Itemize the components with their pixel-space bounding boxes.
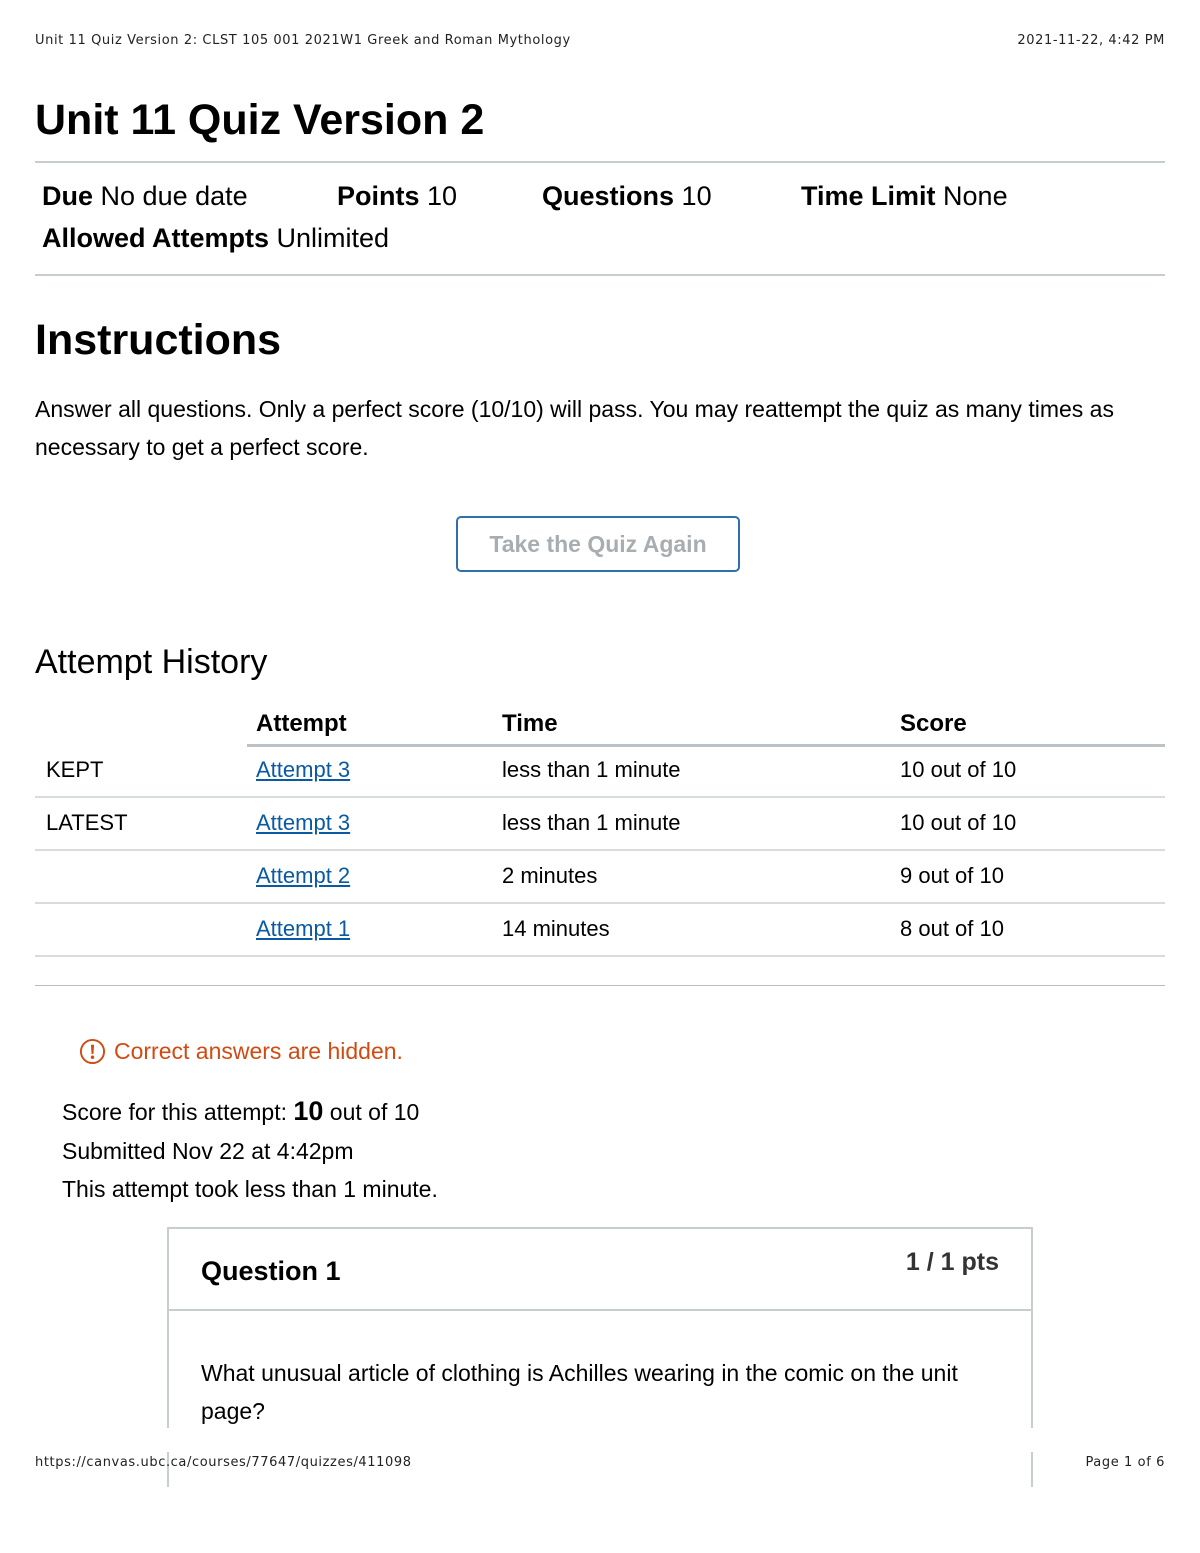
table-row [35, 851, 1165, 904]
time-limit-value: None [943, 181, 1008, 211]
print-footer [35, 1455, 1165, 1475]
attempt-link[interactable]: Attempt 3 [256, 810, 351, 835]
instructions-title: Instructions [35, 316, 282, 364]
due-value: No due date [100, 181, 248, 211]
attempt-history-title: Attempt History [35, 643, 268, 681]
attempt-history-table [35, 700, 1165, 957]
attempt-score-line [62, 1096, 419, 1127]
meta-time-limit [801, 180, 1008, 212]
questions-label: Questions [542, 181, 675, 211]
warning-text: Correct answers are hidden. [114, 1038, 403, 1064]
attempt-score: 10 out of 10 [900, 810, 1017, 835]
attempt-label: LATEST [46, 810, 128, 835]
page-title: Unit 11 Quiz Version 2 [35, 96, 485, 144]
question-text: What unusual article of clothing is Achilles wearing in the comic on the unit page? [201, 1360, 958, 1424]
print-header-datetime: 2021-11-22, 4:42 PM [1017, 33, 1165, 48]
instructions-text: Answer all questions. Only a perfect score (10/10) will pass. You may reattempt the quiz as many times as necessary to get a perfect score. [35, 396, 1114, 460]
take-quiz-again-button[interactable]: Take the Quiz Again [456, 516, 740, 572]
attempts-label: Allowed Attempts [42, 223, 270, 253]
column-header-score: Score [900, 710, 967, 737]
attempt-link[interactable]: Attempt 2 [256, 863, 351, 888]
table-row [35, 745, 1165, 798]
question-title: Question 1 [201, 1256, 341, 1286]
meta-questions [542, 180, 712, 212]
score-prefix: Score for this attempt: [62, 1099, 294, 1125]
column-header-time: Time [502, 710, 558, 737]
page-break [0, 1428, 1200, 1452]
questions-value: 10 [681, 181, 712, 211]
score-suffix: out of 10 [323, 1099, 420, 1125]
table-row [35, 904, 1165, 957]
attempts-value: Unlimited [276, 223, 390, 253]
column-header-attempt: Attempt [256, 710, 347, 737]
attempt-time: less than 1 minute [502, 757, 681, 782]
attempt-time: 14 minutes [502, 916, 610, 941]
attempt-link[interactable]: Attempt 3 [256, 757, 351, 782]
attempt-score: 8 out of 10 [900, 916, 1004, 941]
score-value: 10 [293, 1096, 324, 1126]
question-points: 1 / 1 pts [905, 1248, 999, 1276]
meta-points [337, 180, 457, 212]
print-header-title: Unit 11 Quiz Version 2: CLST 105 001 2021W1 Greek and Roman Mythology [35, 33, 571, 48]
attempt-score: 10 out of 10 [900, 757, 1017, 782]
print-footer-url: https://canvas.ubc.ca/courses/77647/quizzes/411098 [35, 1455, 412, 1470]
attempt-score: 9 out of 10 [900, 863, 1004, 888]
meta-due [42, 180, 248, 212]
submitted-time: Submitted Nov 22 at 4:42pm [62, 1138, 354, 1164]
question-header [169, 1229, 1031, 1311]
table-row [35, 798, 1165, 851]
divider [35, 161, 1165, 163]
attempt-time: less than 1 minute [502, 810, 681, 835]
print-footer-page: Page 1 of 6 [1085, 1455, 1165, 1470]
attempt-link[interactable]: Attempt 1 [256, 916, 351, 941]
divider [35, 985, 1165, 986]
attempt-time: 2 minutes [502, 863, 598, 888]
due-label: Due [42, 181, 94, 211]
correct-answers-hidden-notice [79, 1036, 403, 1066]
table-header-row [35, 700, 1165, 745]
print-header [35, 33, 1165, 53]
points-value: 10 [427, 181, 458, 211]
divider [35, 274, 1165, 276]
meta-attempts [42, 222, 389, 254]
time-limit-label: Time Limit [801, 181, 936, 211]
warning-icon [79, 1038, 106, 1065]
points-label: Points [337, 181, 420, 211]
attempt-duration: This attempt took less than 1 minute. [62, 1176, 438, 1202]
attempt-label: KEPT [46, 757, 104, 782]
